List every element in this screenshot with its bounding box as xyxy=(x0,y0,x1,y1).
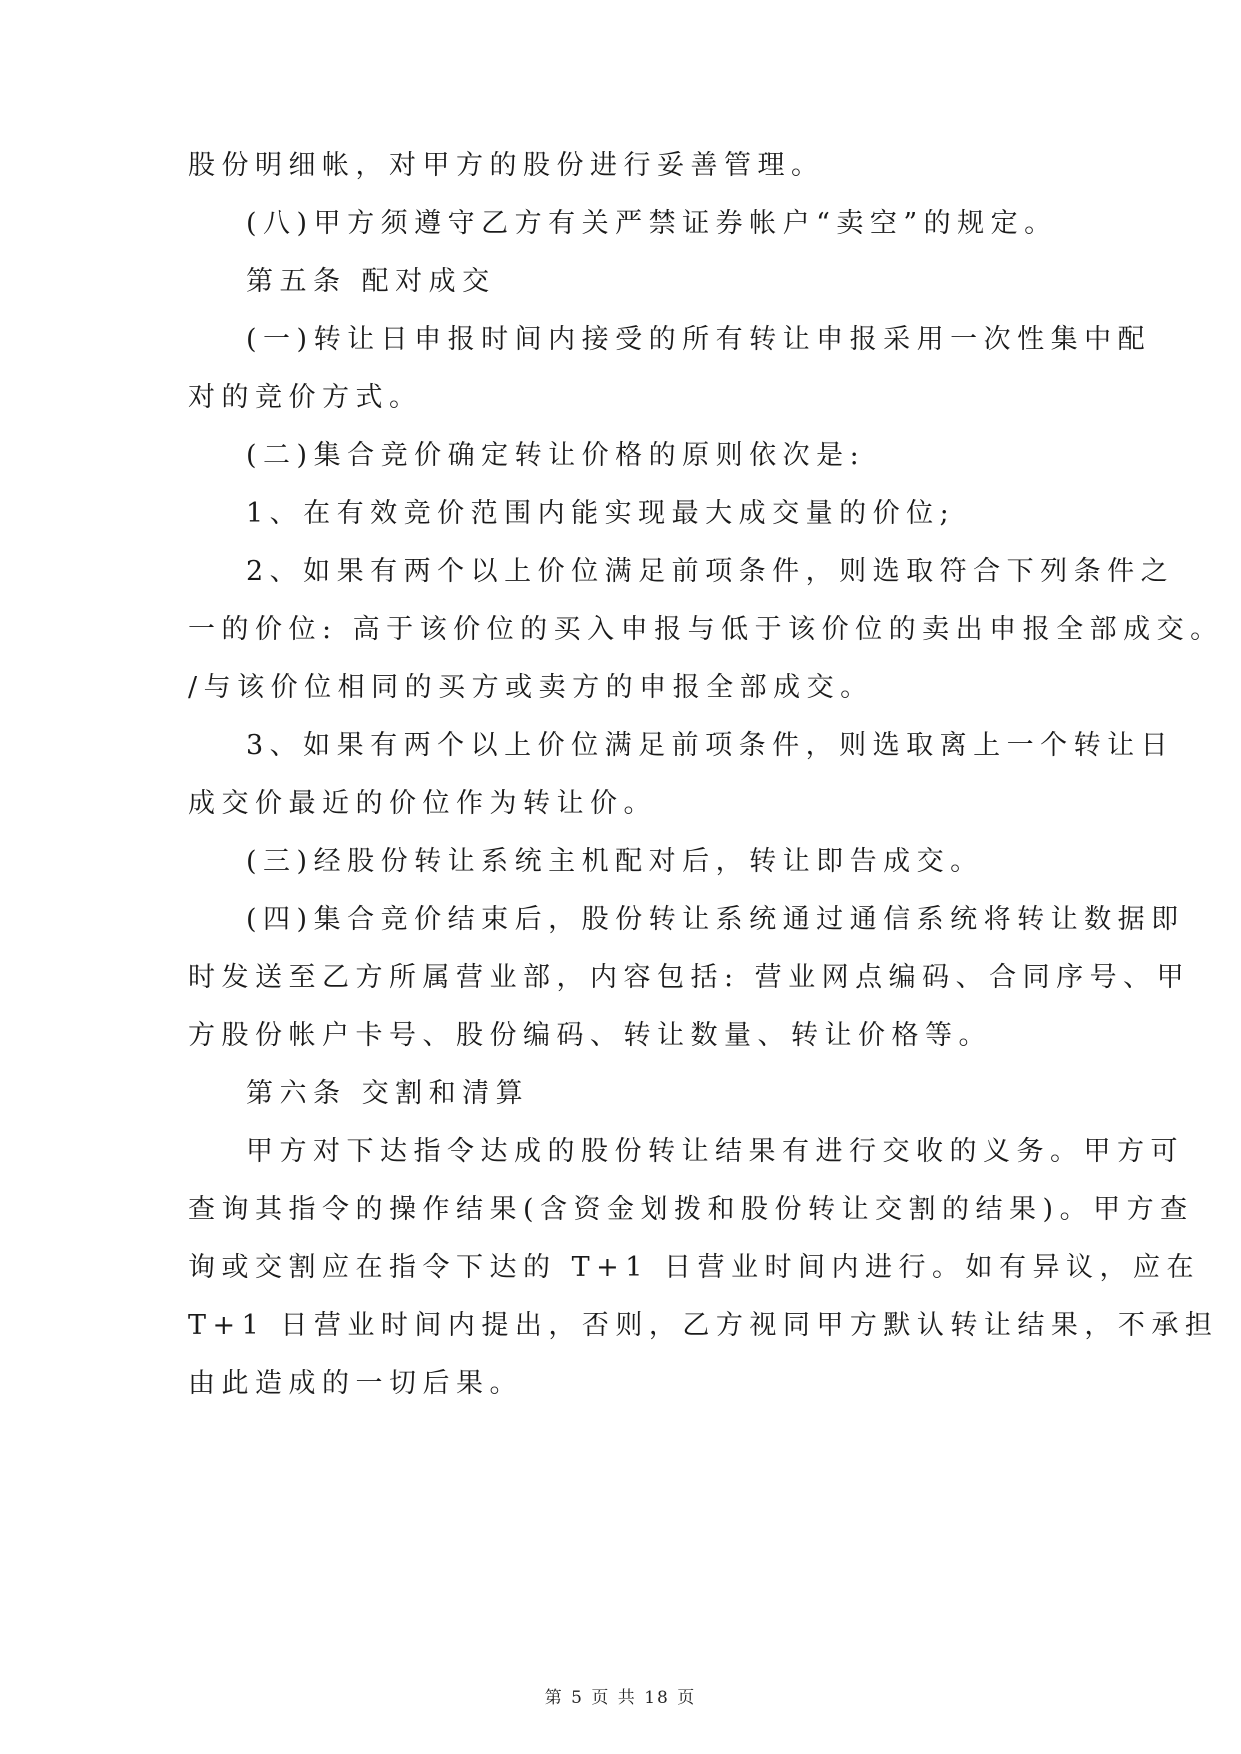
body-text-line: 由此造成的一切后果。 xyxy=(188,1368,523,1399)
body-text-line: /与该价位相同的买方或卖方的申报全部成交。 xyxy=(188,672,874,703)
item-3-text: 3、如果有两个以上价位满足前项条件，则选取离上一个转让日 xyxy=(246,730,1175,761)
article-5-heading: 第五条 配对成交 xyxy=(246,266,496,297)
clause-2-text: (二)集合竞价确定转让价格的原则依次是: xyxy=(246,440,866,471)
article-6-heading: 第六条 交割和清算 xyxy=(246,1078,530,1109)
body-text-line: 股份明细帐，对甲方的股份进行妥善管理。 xyxy=(188,150,825,181)
body-text-line: 对的竞价方式。 xyxy=(188,382,423,413)
clause-8-text: (八)甲方须遵守乙方有关严禁证券帐户“卖空”的规定。 xyxy=(246,208,1058,239)
page-number-footer: 第 5 页 共 18 页 xyxy=(544,1688,697,1708)
body-text-line: 时发送至乙方所属营业部，内容包括: 营业网点编码、合同序号、甲 xyxy=(188,962,1191,993)
body-text-line: 方股份帐户卡号、股份编码、转让数量、转让价格等。 xyxy=(188,1020,992,1051)
clause-3-text: (三)经股份转让系统主机配对后，转让即告成交。 xyxy=(246,846,984,877)
item-1-text: 1、在有效竞价范围内能实现最大成交量的价位; xyxy=(246,498,956,529)
body-text-line: 询或交割应在指令下达的 T+1 日营业时间内进行。如有异议，应在 xyxy=(188,1252,1200,1283)
item-2-text: 2、如果有两个以上价位满足前项条件，则选取符合下列条件之 xyxy=(246,556,1175,587)
body-text-line: 查询其指令的操作结果(含资金划拨和股份转让交割的结果)。甲方查 xyxy=(188,1194,1194,1225)
body-text-line: T+1 日营业时间内提出，否则，乙方视同甲方默认转让结果，不承担 xyxy=(188,1310,1219,1341)
body-paragraph-text: 甲方对下达指令达成的股份转让结果有进行交收的义务。甲方可 xyxy=(246,1136,1184,1167)
clause-4-text: (四)集合竞价结束后，股份转让系统通过通信系统将转让数据即 xyxy=(246,904,1185,935)
clause-1-text: (一)转让日申报时间内接受的所有转让申报采用一次性集中配 xyxy=(246,324,1152,355)
body-text-line: 成交价最近的价位作为转让价。 xyxy=(188,788,657,819)
body-text-line: 一的价位: 高于该价位的买入申报与低于该价位的卖出申报全部成交。 xyxy=(188,614,1224,645)
